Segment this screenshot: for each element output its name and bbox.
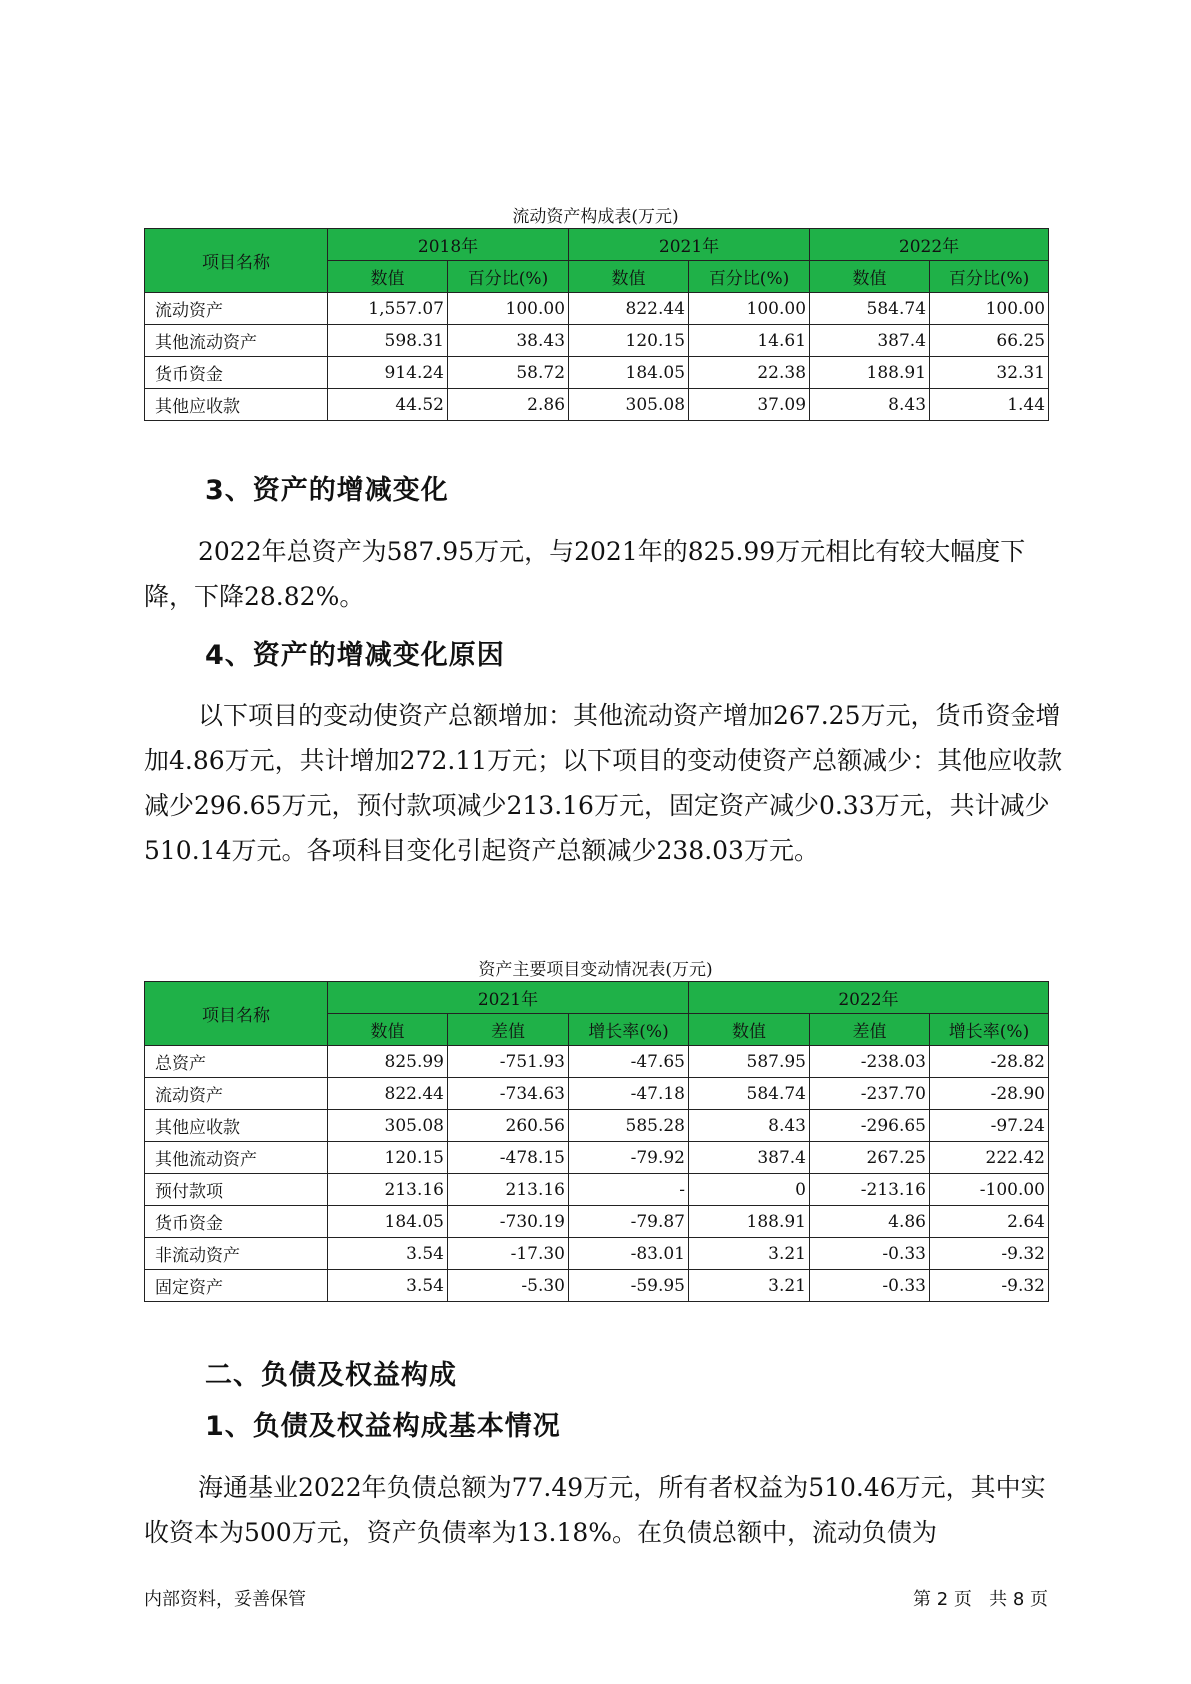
table-cell: -238.03 bbox=[810, 1046, 930, 1078]
table-cell: -79.87 bbox=[569, 1206, 689, 1238]
row-label: 货币资金 bbox=[145, 1206, 328, 1238]
column-subheader: 数值 bbox=[569, 261, 689, 293]
table-row bbox=[145, 357, 1049, 389]
table-row bbox=[145, 1110, 1049, 1142]
row-label: 预付款项 bbox=[145, 1174, 328, 1206]
table-cell: 0 bbox=[689, 1174, 810, 1206]
table-row bbox=[145, 293, 1049, 325]
table-cell: -47.18 bbox=[569, 1078, 689, 1110]
section4-heading: 4、资产的增减变化原因 bbox=[205, 640, 505, 671]
table-cell: 37.09 bbox=[689, 389, 810, 421]
table-row bbox=[145, 1174, 1049, 1206]
table-cell: 598.31 bbox=[328, 325, 448, 357]
table-cell: 8.43 bbox=[810, 389, 930, 421]
table-cell: 387.4 bbox=[689, 1142, 810, 1174]
table-cell: 222.42 bbox=[930, 1142, 1049, 1174]
table-cell: -296.65 bbox=[810, 1110, 930, 1142]
section3-paragraph: 2022年总资产为587.95万元，与2021年的825.99万元相比有较大幅度下降，下降28.82%。 bbox=[144, 537, 1026, 611]
column-subheader: 数值 bbox=[689, 1014, 810, 1046]
table-cell: - bbox=[569, 1174, 689, 1206]
table-cell: 822.44 bbox=[569, 293, 689, 325]
table-cell: -478.15 bbox=[448, 1142, 569, 1174]
header-item-name: 项目名称 bbox=[145, 229, 328, 293]
table-cell: 100.00 bbox=[689, 293, 810, 325]
table-cell: 2.86 bbox=[448, 389, 569, 421]
table-cell: -28.90 bbox=[930, 1078, 1049, 1110]
table-cell: -28.82 bbox=[930, 1046, 1049, 1078]
table-cell: 184.05 bbox=[569, 357, 689, 389]
year-header: 2022年 bbox=[810, 229, 1049, 261]
table-cell: 120.15 bbox=[328, 1142, 448, 1174]
table-row bbox=[145, 1238, 1049, 1270]
table-row bbox=[145, 1142, 1049, 1174]
table-row bbox=[145, 1078, 1049, 1110]
table-cell: 2.64 bbox=[930, 1206, 1049, 1238]
table-row bbox=[145, 1270, 1049, 1302]
table-cell: 120.15 bbox=[569, 325, 689, 357]
part2-sub-heading: 1、负债及权益构成基本情况 bbox=[205, 1411, 561, 1442]
table-cell: 58.72 bbox=[448, 357, 569, 389]
column-subheader: 差值 bbox=[810, 1014, 930, 1046]
table-cell: 100.00 bbox=[930, 293, 1049, 325]
row-label: 固定资产 bbox=[145, 1270, 328, 1302]
table-cell: -213.16 bbox=[810, 1174, 930, 1206]
table-cell: 260.56 bbox=[448, 1110, 569, 1142]
table-cell: -17.30 bbox=[448, 1238, 569, 1270]
table1-caption: 流动资产构成表(万元) bbox=[512, 207, 679, 227]
table-cell: -751.93 bbox=[448, 1046, 569, 1078]
table-cell: 1,557.07 bbox=[328, 293, 448, 325]
table-cell: 8.43 bbox=[689, 1110, 810, 1142]
header-item-name: 项目名称 bbox=[145, 982, 328, 1046]
table-row bbox=[145, 1206, 1049, 1238]
row-label: 流动资产 bbox=[145, 1078, 328, 1110]
table-cell: -237.70 bbox=[810, 1078, 930, 1110]
table-cell: -47.65 bbox=[569, 1046, 689, 1078]
row-label: 总资产 bbox=[145, 1046, 328, 1078]
current-assets-table bbox=[144, 228, 1049, 421]
row-label: 其他应收款 bbox=[145, 1110, 328, 1142]
column-subheader: 增长率(%) bbox=[930, 1014, 1049, 1046]
table-cell: 584.74 bbox=[689, 1078, 810, 1110]
table-cell: 267.25 bbox=[810, 1142, 930, 1174]
table-row bbox=[145, 389, 1049, 421]
table-cell: 32.31 bbox=[930, 357, 1049, 389]
footer-page-number: 第 2 页 共 8 页 bbox=[913, 1589, 1048, 1610]
table-cell: -97.24 bbox=[930, 1110, 1049, 1142]
table-cell: 584.74 bbox=[810, 293, 930, 325]
row-label: 其他流动资产 bbox=[145, 325, 328, 357]
table-cell: 587.95 bbox=[689, 1046, 810, 1078]
asset-changes-table bbox=[144, 981, 1049, 1302]
table-row bbox=[145, 1046, 1049, 1078]
table-cell: 585.28 bbox=[569, 1110, 689, 1142]
row-label: 其他流动资产 bbox=[145, 1142, 328, 1174]
table-cell: -9.32 bbox=[930, 1270, 1049, 1302]
year-header: 2018年 bbox=[328, 229, 569, 261]
table2-caption: 资产主要项目变动情况表(万元) bbox=[478, 960, 713, 980]
year-header: 2021年 bbox=[328, 982, 689, 1014]
footer-confidential-note: 内部资料，妥善保管 bbox=[144, 1589, 306, 1610]
column-subheader: 百分比(%) bbox=[448, 261, 569, 293]
column-subheader: 数值 bbox=[810, 261, 930, 293]
table-cell: 3.54 bbox=[328, 1238, 448, 1270]
table-cell: -734.63 bbox=[448, 1078, 569, 1110]
table-cell: 4.86 bbox=[810, 1206, 930, 1238]
table-cell: 213.16 bbox=[448, 1174, 569, 1206]
table-cell: -0.33 bbox=[810, 1270, 930, 1302]
table-cell: 184.05 bbox=[328, 1206, 448, 1238]
year-header: 2022年 bbox=[689, 982, 1049, 1014]
table-cell: 14.61 bbox=[689, 325, 810, 357]
table-cell: 213.16 bbox=[328, 1174, 448, 1206]
part2-heading: 二、负债及权益构成 bbox=[205, 1360, 457, 1391]
table-cell: 66.25 bbox=[930, 325, 1049, 357]
table-cell: 44.52 bbox=[328, 389, 448, 421]
year-header: 2021年 bbox=[569, 229, 810, 261]
table-cell: -79.92 bbox=[569, 1142, 689, 1174]
column-subheader: 数值 bbox=[328, 1014, 448, 1046]
table-cell: -100.00 bbox=[930, 1174, 1049, 1206]
table-cell: 822.44 bbox=[328, 1078, 448, 1110]
table-cell: -0.33 bbox=[810, 1238, 930, 1270]
table-cell: 38.43 bbox=[448, 325, 569, 357]
table-cell: 914.24 bbox=[328, 357, 448, 389]
table-cell: 188.91 bbox=[689, 1206, 810, 1238]
column-subheader: 增长率(%) bbox=[569, 1014, 689, 1046]
column-subheader: 百分比(%) bbox=[689, 261, 810, 293]
table-cell: -730.19 bbox=[448, 1206, 569, 1238]
column-subheader: 数值 bbox=[328, 261, 448, 293]
table-cell: 188.91 bbox=[810, 357, 930, 389]
table-row bbox=[145, 325, 1049, 357]
table-cell: -83.01 bbox=[569, 1238, 689, 1270]
table-cell: 825.99 bbox=[328, 1046, 448, 1078]
table-cell: 1.44 bbox=[930, 389, 1049, 421]
table-cell: -9.32 bbox=[930, 1238, 1049, 1270]
table-cell: 387.4 bbox=[810, 325, 930, 357]
table-cell: 22.38 bbox=[689, 357, 810, 389]
table-cell: 3.21 bbox=[689, 1270, 810, 1302]
table-cell: 305.08 bbox=[569, 389, 689, 421]
column-subheader: 差值 bbox=[448, 1014, 569, 1046]
table-cell: 3.21 bbox=[689, 1238, 810, 1270]
section4-paragraph: 以下项目的变动使资产总额增加：其他流动资产增加267.25万元，货币资金增加4.86万元，共计增加272.11万元；以下项目的变动使资产总额减少：其他应收款减少296.65万元，预付款项减少213.16万元，固定资产减少0.33万元，共计减少510.14万元。各项科目变化引起资产总额减少238.03万元。 bbox=[144, 701, 1063, 865]
row-label: 其他应收款 bbox=[145, 389, 328, 421]
table-cell: 100.00 bbox=[448, 293, 569, 325]
table-cell: 305.08 bbox=[328, 1110, 448, 1142]
section3-heading: 3、资产的增减变化 bbox=[205, 475, 449, 506]
row-label: 非流动资产 bbox=[145, 1238, 328, 1270]
row-label: 货币资金 bbox=[145, 357, 328, 389]
table-cell: -59.95 bbox=[569, 1270, 689, 1302]
part2-paragraph: 海通基业2022年负债总额为77.49万元，所有者权益为510.46万元，其中实收资本为500万元，资产负债率为13.18%。在负债总额中，流动负债为 bbox=[144, 1473, 1046, 1547]
row-label: 流动资产 bbox=[145, 293, 328, 325]
column-subheader: 百分比(%) bbox=[930, 261, 1049, 293]
table-cell: 3.54 bbox=[328, 1270, 448, 1302]
table-cell: -5.30 bbox=[448, 1270, 569, 1302]
